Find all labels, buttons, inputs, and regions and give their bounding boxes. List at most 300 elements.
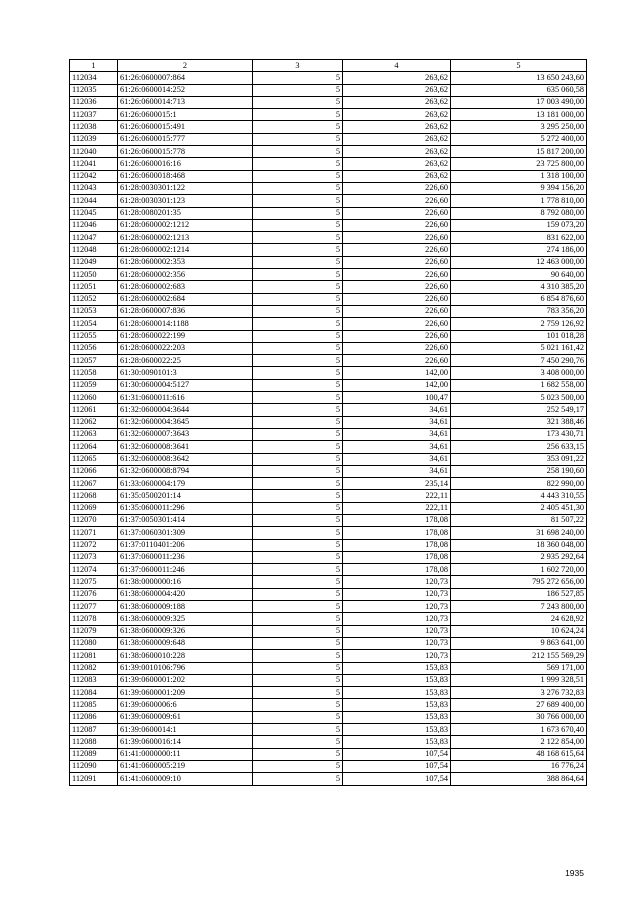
value-5-cell: 9 394 156,20 <box>451 182 587 194</box>
row-number-cell: 112063 <box>70 428 118 440</box>
value-3-cell: 5 <box>253 724 343 736</box>
value-4-cell: 226,60 <box>343 256 451 268</box>
row-number-cell: 112045 <box>70 207 118 219</box>
value-4-cell: 153,83 <box>343 687 451 699</box>
row-number-cell: 112058 <box>70 367 118 379</box>
cadastral-number-cell: 61:26:0600015:778 <box>118 146 253 158</box>
value-3-cell: 5 <box>253 527 343 539</box>
value-5-cell: 31 698 240,00 <box>451 527 587 539</box>
cadastral-number-cell: 61:26:0600016:16 <box>118 158 253 170</box>
value-5-cell: 635 060,58 <box>451 84 587 96</box>
page-number: 1935 <box>565 868 584 878</box>
value-3-cell: 5 <box>253 121 343 133</box>
value-4-cell: 226,60 <box>343 305 451 317</box>
value-4-cell: 107,54 <box>343 773 451 785</box>
value-4-cell: 226,60 <box>343 318 451 330</box>
cadastral-number-cell: 61:35:0600011:296 <box>118 502 253 514</box>
table-row <box>70 650 587 662</box>
value-4-cell: 263,62 <box>343 146 451 158</box>
row-number-cell: 112066 <box>70 465 118 477</box>
cadastral-number-cell: 61:38:0600009:325 <box>118 613 253 625</box>
table-row <box>70 207 587 219</box>
cadastral-number-cell: 61:28:0600002:353 <box>118 256 253 268</box>
row-number-cell: 112054 <box>70 318 118 330</box>
value-4-cell: 178,08 <box>343 539 451 551</box>
row-number-cell: 112039 <box>70 133 118 145</box>
value-3-cell: 5 <box>253 490 343 502</box>
row-number-cell: 112070 <box>70 514 118 526</box>
table-row <box>70 109 587 121</box>
row-number-cell: 112064 <box>70 441 118 453</box>
value-5-cell: 212 155 569,29 <box>451 650 587 662</box>
value-5-cell: 1 673 670,40 <box>451 724 587 736</box>
value-4-cell: 153,83 <box>343 724 451 736</box>
table-row <box>70 182 587 194</box>
value-3-cell: 5 <box>253 342 343 354</box>
value-3-cell: 5 <box>253 502 343 514</box>
row-number-cell: 112047 <box>70 232 118 244</box>
value-4-cell: 142,00 <box>343 367 451 379</box>
value-5-cell: 252 549,17 <box>451 404 587 416</box>
cadastral-number-cell: 61:39:0600001:209 <box>118 687 253 699</box>
value-3-cell: 5 <box>253 72 343 84</box>
value-5-cell: 2 759 126,92 <box>451 318 587 330</box>
value-5-cell: 353 091,22 <box>451 453 587 465</box>
cadastral-number-cell: 61:41:0600009:10 <box>118 773 253 785</box>
cadastral-number-cell: 61:38:0000000:16 <box>118 576 253 588</box>
value-3-cell: 5 <box>253 269 343 281</box>
value-5-cell: 13 181 000,00 <box>451 109 587 121</box>
cadastral-number-cell: 61:26:0600014:713 <box>118 96 253 108</box>
value-3-cell: 5 <box>253 170 343 182</box>
value-3-cell: 5 <box>253 576 343 588</box>
value-3-cell: 5 <box>253 379 343 391</box>
cadastral-number-cell: 61:26:0600018:468 <box>118 170 253 182</box>
cadastral-number-cell: 61:28:0600022:203 <box>118 342 253 354</box>
cadastral-number-cell: 61:28:0600022:199 <box>118 330 253 342</box>
value-4-cell: 226,60 <box>343 269 451 281</box>
row-number-cell: 112080 <box>70 637 118 649</box>
value-4-cell: 263,62 <box>343 109 451 121</box>
cadastral-number-cell: 61:26:0600014:252 <box>118 84 253 96</box>
table-row <box>70 490 587 502</box>
row-number-cell: 112060 <box>70 392 118 404</box>
value-5-cell: 258 190,60 <box>451 465 587 477</box>
value-5-cell: 388 864,64 <box>451 773 587 785</box>
row-number-cell: 112050 <box>70 269 118 281</box>
row-number-cell: 112073 <box>70 551 118 563</box>
row-number-cell: 112042 <box>70 170 118 182</box>
table-row <box>70 465 587 477</box>
cadastral-number-cell: 61:33:0600004:179 <box>118 478 253 490</box>
table-row <box>70 379 587 391</box>
row-number-cell: 112055 <box>70 330 118 342</box>
value-3-cell: 5 <box>253 195 343 207</box>
value-4-cell: 34,61 <box>343 416 451 428</box>
value-3-cell: 5 <box>253 760 343 772</box>
value-4-cell: 263,62 <box>343 158 451 170</box>
table-row <box>70 355 587 367</box>
cadastral-number-cell: 61:32:0600004:3645 <box>118 416 253 428</box>
value-4-cell: 34,61 <box>343 453 451 465</box>
table-row <box>70 342 587 354</box>
value-3-cell: 5 <box>253 293 343 305</box>
cadastral-number-cell: 61:41:0600005:219 <box>118 760 253 772</box>
table-row <box>70 330 587 342</box>
value-5-cell: 7 243 800,00 <box>451 601 587 613</box>
value-4-cell: 153,83 <box>343 674 451 686</box>
cadastral-number-cell: 61:28:0030301:122 <box>118 182 253 194</box>
table-row <box>70 146 587 158</box>
value-4-cell: 153,83 <box>343 736 451 748</box>
value-5-cell: 783 356,20 <box>451 305 587 317</box>
table-row <box>70 527 587 539</box>
row-number-cell: 112081 <box>70 650 118 662</box>
value-4-cell: 34,61 <box>343 441 451 453</box>
value-4-cell: 34,61 <box>343 465 451 477</box>
value-5-cell: 15 817 200,00 <box>451 146 587 158</box>
value-3-cell: 5 <box>253 687 343 699</box>
value-5-cell: 13 650 243,60 <box>451 72 587 84</box>
table-row <box>70 453 587 465</box>
value-5-cell: 5 023 500,00 <box>451 392 587 404</box>
cadastral-number-cell: 61:28:0030301:123 <box>118 195 253 207</box>
header-row <box>70 60 587 72</box>
value-3-cell: 5 <box>253 232 343 244</box>
cadastral-number-cell: 61:32:0600008:3641 <box>118 441 253 453</box>
cadastral-number-cell: 61:37:0600011:246 <box>118 564 253 576</box>
value-5-cell: 4 443 310,55 <box>451 490 587 502</box>
cadastral-number-cell: 61:31:0600011:616 <box>118 392 253 404</box>
table-row <box>70 760 587 772</box>
value-3-cell: 5 <box>253 367 343 379</box>
value-4-cell: 222,11 <box>343 490 451 502</box>
value-4-cell: 178,08 <box>343 514 451 526</box>
column-header-3: 3 <box>253 60 343 72</box>
cadastral-number-cell: 61:28:0600002:1213 <box>118 232 253 244</box>
cadastral-number-cell: 61:35:0500201:14 <box>118 490 253 502</box>
value-5-cell: 1 999 328,51 <box>451 674 587 686</box>
row-number-cell: 112057 <box>70 355 118 367</box>
cadastral-number-cell: 61:38:0600009:648 <box>118 637 253 649</box>
cadastral-number-cell: 61:26:0600015:777 <box>118 133 253 145</box>
row-number-cell: 112074 <box>70 564 118 576</box>
value-4-cell: 34,61 <box>343 428 451 440</box>
data-table <box>69 59 587 786</box>
row-number-cell: 112079 <box>70 625 118 637</box>
value-5-cell: 274 186,00 <box>451 244 587 256</box>
value-3-cell: 5 <box>253 637 343 649</box>
value-3-cell: 5 <box>253 158 343 170</box>
table-row <box>70 121 587 133</box>
table-row <box>70 564 587 576</box>
value-4-cell: 153,83 <box>343 662 451 674</box>
row-number-cell: 112059 <box>70 379 118 391</box>
row-number-cell: 112052 <box>70 293 118 305</box>
row-number-cell: 112086 <box>70 711 118 723</box>
value-3-cell: 5 <box>253 207 343 219</box>
table-row <box>70 613 587 625</box>
value-3-cell: 5 <box>253 416 343 428</box>
table-row <box>70 711 587 723</box>
value-3-cell: 5 <box>253 514 343 526</box>
value-5-cell: 5 021 161,42 <box>451 342 587 354</box>
cadastral-number-cell: 61:37:0110401:206 <box>118 539 253 551</box>
value-3-cell: 5 <box>253 428 343 440</box>
cadastral-number-cell: 61:28:0600002:1214 <box>118 244 253 256</box>
value-5-cell: 2 405 451,30 <box>451 502 587 514</box>
cadastral-number-cell: 61:26:0600007:864 <box>118 72 253 84</box>
value-4-cell: 120,73 <box>343 588 451 600</box>
table-row <box>70 687 587 699</box>
table-row <box>70 170 587 182</box>
table-row <box>70 158 587 170</box>
table-row <box>70 281 587 293</box>
cadastral-number-cell: 61:32:0600008:3642 <box>118 453 253 465</box>
value-5-cell: 822 990,00 <box>451 478 587 490</box>
value-5-cell: 81 507,22 <box>451 514 587 526</box>
cadastral-number-cell: 61:38:0600004:420 <box>118 588 253 600</box>
table-row <box>70 773 587 785</box>
row-number-cell: 112071 <box>70 527 118 539</box>
row-number-cell: 112065 <box>70 453 118 465</box>
table-row <box>70 724 587 736</box>
row-number-cell: 112067 <box>70 478 118 490</box>
row-number-cell: 112069 <box>70 502 118 514</box>
table-row <box>70 256 587 268</box>
row-number-cell: 112085 <box>70 699 118 711</box>
value-5-cell: 10 624,24 <box>451 625 587 637</box>
value-5-cell: 3 295 250,00 <box>451 121 587 133</box>
table-row <box>70 133 587 145</box>
value-4-cell: 107,54 <box>343 748 451 760</box>
row-number-cell: 112043 <box>70 182 118 194</box>
row-number-cell: 112044 <box>70 195 118 207</box>
table-row <box>70 441 587 453</box>
cadastral-number-cell: 61:28:0600002:356 <box>118 269 253 281</box>
row-number-cell: 112076 <box>70 588 118 600</box>
table-row <box>70 416 587 428</box>
value-4-cell: 120,73 <box>343 650 451 662</box>
table-row <box>70 514 587 526</box>
value-5-cell: 4 310 385,20 <box>451 281 587 293</box>
value-5-cell: 1 778 810,00 <box>451 195 587 207</box>
row-number-cell: 112049 <box>70 256 118 268</box>
cadastral-number-cell: 61:39:0600009:61 <box>118 711 253 723</box>
table-row <box>70 478 587 490</box>
table-row <box>70 318 587 330</box>
value-3-cell: 5 <box>253 146 343 158</box>
value-3-cell: 5 <box>253 219 343 231</box>
value-5-cell: 30 766 000,00 <box>451 711 587 723</box>
table-row <box>70 96 587 108</box>
value-5-cell: 1 318 100,00 <box>451 170 587 182</box>
table-row <box>70 736 587 748</box>
value-3-cell: 5 <box>253 478 343 490</box>
cadastral-number-cell: 61:30:0600004:5127 <box>118 379 253 391</box>
value-3-cell: 5 <box>253 465 343 477</box>
row-number-cell: 112037 <box>70 109 118 121</box>
value-3-cell: 5 <box>253 699 343 711</box>
row-number-cell: 112036 <box>70 96 118 108</box>
value-3-cell: 5 <box>253 650 343 662</box>
cadastral-number-cell: 61:28:0600022:25 <box>118 355 253 367</box>
value-4-cell: 120,73 <box>343 625 451 637</box>
value-4-cell: 226,60 <box>343 281 451 293</box>
value-5-cell: 186 527,85 <box>451 588 587 600</box>
cadastral-number-cell: 61:28:0080201:35 <box>118 207 253 219</box>
value-3-cell: 5 <box>253 244 343 256</box>
cadastral-number-cell: 61:28:0600014:1188 <box>118 318 253 330</box>
value-5-cell: 3 408 000,00 <box>451 367 587 379</box>
table-row <box>70 539 587 551</box>
value-4-cell: 120,73 <box>343 613 451 625</box>
table-row <box>70 637 587 649</box>
value-3-cell: 5 <box>253 441 343 453</box>
value-3-cell: 5 <box>253 182 343 194</box>
cadastral-number-cell: 61:39:0600014:1 <box>118 724 253 736</box>
row-number-cell: 112075 <box>70 576 118 588</box>
value-3-cell: 5 <box>253 551 343 563</box>
value-4-cell: 222,11 <box>343 502 451 514</box>
row-number-cell: 112040 <box>70 146 118 158</box>
cadastral-number-cell: 61:38:0600010:228 <box>118 650 253 662</box>
value-5-cell: 7 450 290,76 <box>451 355 587 367</box>
value-3-cell: 5 <box>253 564 343 576</box>
cadastral-number-cell: 61:39:0600016:14 <box>118 736 253 748</box>
row-number-cell: 112062 <box>70 416 118 428</box>
table-row <box>70 428 587 440</box>
value-5-cell: 173 430,71 <box>451 428 587 440</box>
value-4-cell: 263,62 <box>343 121 451 133</box>
value-4-cell: 226,60 <box>343 293 451 305</box>
value-3-cell: 5 <box>253 453 343 465</box>
table-row <box>70 551 587 563</box>
value-5-cell: 23 725 800,00 <box>451 158 587 170</box>
row-number-cell: 112068 <box>70 490 118 502</box>
row-number-cell: 112072 <box>70 539 118 551</box>
value-3-cell: 5 <box>253 392 343 404</box>
value-5-cell: 795 272 656,00 <box>451 576 587 588</box>
column-header-4: 4 <box>343 60 451 72</box>
value-5-cell: 159 073,20 <box>451 219 587 231</box>
value-3-cell: 5 <box>253 84 343 96</box>
value-5-cell: 18 360 048,00 <box>451 539 587 551</box>
value-3-cell: 5 <box>253 662 343 674</box>
value-4-cell: 142,00 <box>343 379 451 391</box>
value-4-cell: 226,60 <box>343 342 451 354</box>
value-4-cell: 153,83 <box>343 711 451 723</box>
table-row <box>70 576 587 588</box>
value-4-cell: 120,73 <box>343 576 451 588</box>
cadastral-number-cell: 61:37:0050301:414 <box>118 514 253 526</box>
column-header-2: 2 <box>118 60 253 72</box>
row-number-cell: 112041 <box>70 158 118 170</box>
value-3-cell: 5 <box>253 736 343 748</box>
value-3-cell: 5 <box>253 625 343 637</box>
row-number-cell: 112077 <box>70 601 118 613</box>
value-3-cell: 5 <box>253 330 343 342</box>
value-5-cell: 27 689 400,00 <box>451 699 587 711</box>
column-header-5: 5 <box>451 60 587 72</box>
table-row <box>70 244 587 256</box>
table-row <box>70 195 587 207</box>
value-4-cell: 178,08 <box>343 564 451 576</box>
value-3-cell: 5 <box>253 133 343 145</box>
table-row <box>70 305 587 317</box>
value-3-cell: 5 <box>253 588 343 600</box>
cadastral-number-cell: 61:37:0060301:309 <box>118 527 253 539</box>
value-5-cell: 17 003 490,00 <box>451 96 587 108</box>
value-5-cell: 48 168 615,64 <box>451 748 587 760</box>
row-number-cell: 112053 <box>70 305 118 317</box>
row-number-cell: 112048 <box>70 244 118 256</box>
value-3-cell: 5 <box>253 613 343 625</box>
cadastral-number-cell: 61:28:0600002:684 <box>118 293 253 305</box>
value-5-cell: 1 602 720,00 <box>451 564 587 576</box>
value-3-cell: 5 <box>253 109 343 121</box>
table-body <box>70 72 587 785</box>
table-row <box>70 588 587 600</box>
row-number-cell: 112084 <box>70 687 118 699</box>
value-3-cell: 5 <box>253 96 343 108</box>
cadastral-number-cell: 61:32:0600008:8794 <box>118 465 253 477</box>
value-5-cell: 90 640,00 <box>451 269 587 281</box>
value-3-cell: 5 <box>253 674 343 686</box>
value-5-cell: 16 776,24 <box>451 760 587 772</box>
cadastral-number-cell: 61:38:0600009:326 <box>118 625 253 637</box>
table-row <box>70 662 587 674</box>
row-number-cell: 112089 <box>70 748 118 760</box>
cadastral-number-cell: 61:26:0600015:491 <box>118 121 253 133</box>
value-5-cell: 5 272 400,00 <box>451 133 587 145</box>
value-4-cell: 226,60 <box>343 244 451 256</box>
value-3-cell: 5 <box>253 256 343 268</box>
value-3-cell: 5 <box>253 539 343 551</box>
row-number-cell: 112083 <box>70 674 118 686</box>
value-5-cell: 569 171,00 <box>451 662 587 674</box>
value-3-cell: 5 <box>253 748 343 760</box>
value-4-cell: 178,08 <box>343 527 451 539</box>
value-4-cell: 226,60 <box>343 182 451 194</box>
table-row <box>70 219 587 231</box>
value-4-cell: 226,60 <box>343 195 451 207</box>
value-4-cell: 226,60 <box>343 355 451 367</box>
cadastral-number-cell: 61:39:0600006:6 <box>118 699 253 711</box>
value-3-cell: 5 <box>253 404 343 416</box>
table-row <box>70 748 587 760</box>
value-3-cell: 5 <box>253 711 343 723</box>
value-4-cell: 153,83 <box>343 699 451 711</box>
value-5-cell: 9 863 641,00 <box>451 637 587 649</box>
table-row <box>70 72 587 84</box>
row-number-cell: 112038 <box>70 121 118 133</box>
value-3-cell: 5 <box>253 773 343 785</box>
value-4-cell: 235,14 <box>343 478 451 490</box>
value-3-cell: 5 <box>253 281 343 293</box>
row-number-cell: 112061 <box>70 404 118 416</box>
cadastral-number-cell: 61:41:0000000:11 <box>118 748 253 760</box>
table-row <box>70 232 587 244</box>
value-3-cell: 5 <box>253 305 343 317</box>
value-5-cell: 256 633,15 <box>451 441 587 453</box>
value-4-cell: 178,08 <box>343 551 451 563</box>
value-5-cell: 2 935 292,64 <box>451 551 587 563</box>
row-number-cell: 112035 <box>70 84 118 96</box>
row-number-cell: 112090 <box>70 760 118 772</box>
value-4-cell: 107,54 <box>343 760 451 772</box>
cadastral-number-cell: 61:38:0600009:188 <box>118 601 253 613</box>
